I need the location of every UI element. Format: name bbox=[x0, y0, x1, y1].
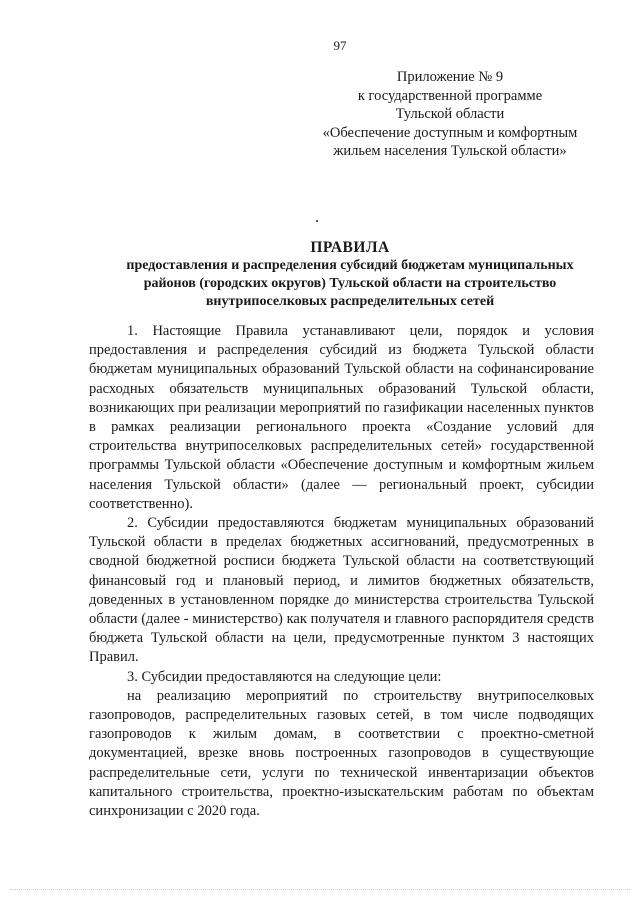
paragraph-2: 2. Субсидии предоставляются бюджетам муниципальных образований Тульской области в пределах бюджетных ассигнований, предусмотренных в сводной бюджетной росписи бюджета Тульской области на соответствующий финансовый год и плановый период, и лимитов бюджетных обязательств, доведенных в установленном порядке до министерства строительства Тульской области (далее - министерство) как получателя и главного распорядителя средств бюджета Тульской области на цели, предусмотренные пунктом 3 настоящих Правил. bbox=[89, 515, 594, 666]
appendix-line: к государственной программе bbox=[357, 87, 543, 104]
title-sub-line: районов (городских округов) Тульской области на строительство bbox=[143, 276, 557, 291]
paragraph-1: 1. Настоящие Правила устанавливают цели, порядок и условия предоставления и распределения субсидий из бюджета Тульской области бюджетам муниципальных образований Тульской области на софинансирование расходных обязательств муниципальных образований Тульской области, возникающих при реализации мероприятий по газификации населенных пунктов в рамках реализации регионального проекта «Создание условий для строительства внутрипоселковых распределительных сетей» государственной программы Тульской области «Обеспечение доступным и комфортным жильем населения Тульской области» (далее — региональный проект, субсидии соответственно). bbox=[89, 323, 594, 512]
document-title bbox=[60, 238, 640, 311]
appendix-line: «Обеспечение доступным и комфортным bbox=[322, 124, 578, 141]
scan-edge-line bbox=[10, 889, 630, 891]
paragraph-4: на реализацию мероприятий по строительству внутрипоселковых газопроводов, распределительных газовых сетей, в том числе подводящих газопроводов к жилым домам, в соответствии с проектно-сметной документацией, врезке вновь построенных газопроводов в существующие распределительные сети, услуги по технической инвентаризации объектов капитального строительства, проектно-изыскательским работам по объектам синхронизации с 2020 года. bbox=[89, 687, 594, 820]
title-sub-line: внутрипоселковых распределительных сетей bbox=[205, 294, 495, 309]
title-sub-line: предоставления и распределения субсидий бюджетам муниципальных bbox=[126, 258, 574, 273]
appendix-line: жильем населения Тульской области» bbox=[333, 143, 567, 159]
paragraph-3: 3. Субсидии предоставляются на следующие цели: bbox=[127, 668, 442, 685]
appendix-line: Тульской области bbox=[395, 106, 505, 122]
title-main: ПРАВИЛА bbox=[310, 239, 390, 256]
appendix-header bbox=[300, 68, 600, 161]
appendix-line: Приложение № 9 bbox=[396, 69, 504, 85]
body-text bbox=[89, 322, 594, 821]
page-number: 97 bbox=[333, 38, 347, 53]
scan-dot bbox=[316, 220, 318, 222]
